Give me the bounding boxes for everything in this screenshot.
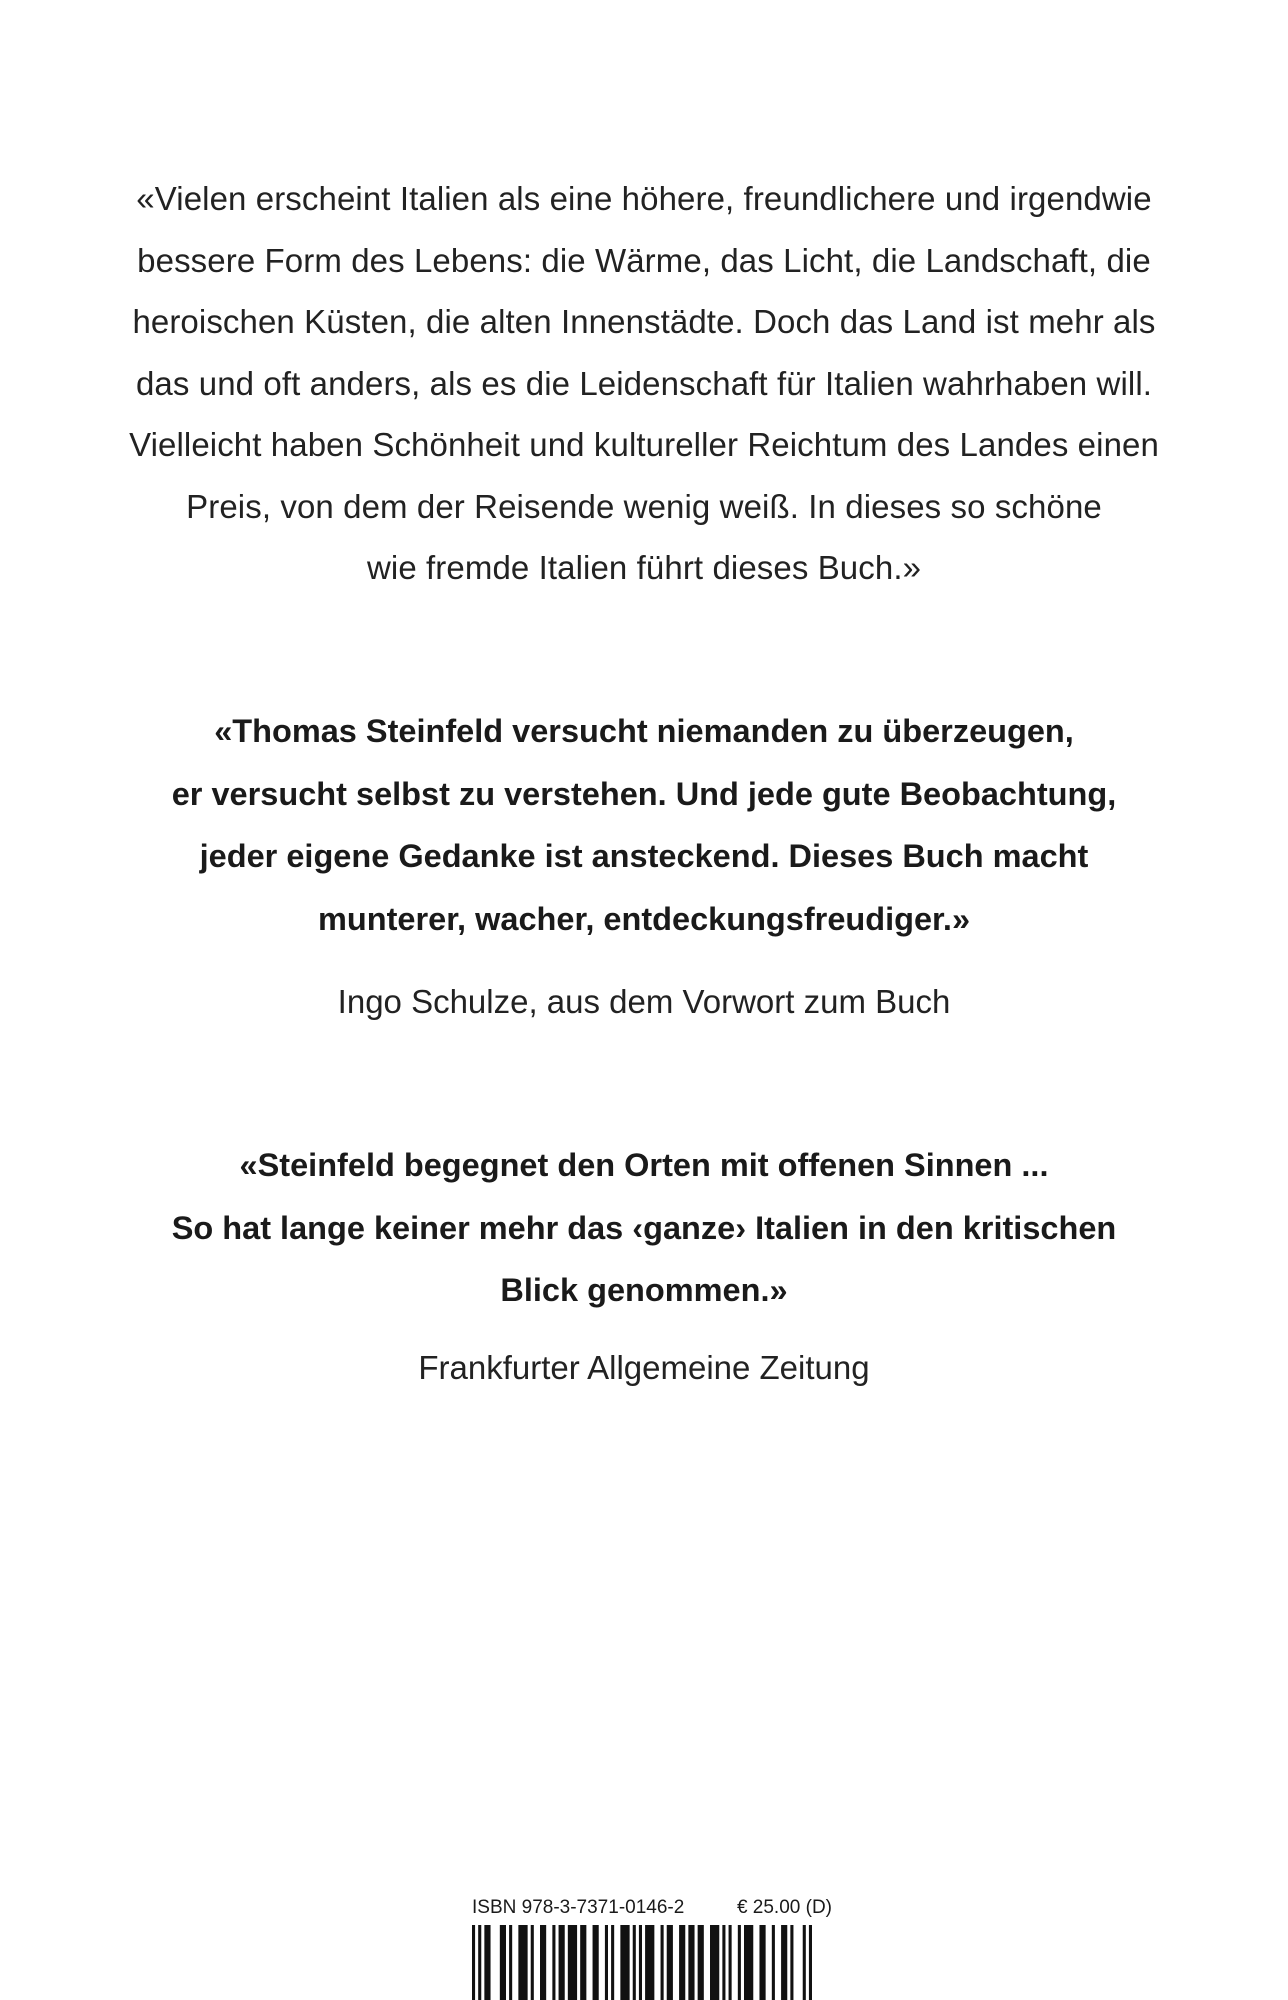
quote-attribution-schulze: Ingo Schulze, aus dem Vorwort zum Buch (337, 983, 951, 1020)
barcode-bar (605, 1925, 608, 2000)
blurb-line: heroischen Küsten, die alten Innenstädte. Doch das Land ist mehr als (132, 303, 1156, 340)
barcode-bar (679, 1925, 685, 2000)
blurb-line: das und oft anders, als es die Leidenschaft für Italien wahrhaben will. (135, 364, 1153, 402)
price-label: € 25.00 (D) (736, 1897, 832, 1918)
review-quote-faz (60, 1134, 1228, 1322)
barcode-bar (540, 1925, 546, 2000)
barcode-bar (611, 1925, 614, 2000)
barcode-bar (781, 1925, 787, 2000)
isbn-price-line (472, 1896, 832, 1920)
barcode (472, 1925, 812, 2000)
review-quote-schulze (60, 700, 1228, 950)
quote-line: «Thomas Steinfeld versucht niemanden zu überzeugen, (214, 713, 1074, 749)
barcode-bar (688, 1925, 694, 2000)
barcode-bar (790, 1925, 793, 2000)
barcode-bar (568, 1925, 577, 2000)
barcode-bar (744, 1925, 753, 2000)
blurb-line: bessere Form des Lebens: die Wärme, das Licht, die Landschaft, die (137, 241, 1151, 279)
publisher-blurb (60, 168, 1228, 599)
barcode-bar (500, 1925, 506, 2000)
quote-line: munterer, wacher, entdeckungsfreudiger.» (317, 900, 971, 937)
blurb-line: Preis, von dem der Reisende wenig weiß. In dieses so schöne (186, 487, 1102, 525)
quote-line: er versucht selbst zu verstehen. Und jede gute Beobachtung, (171, 775, 1117, 812)
blurb-line: «Vielen erscheint Italien als eine höhere, freundlichere und irgendwie (136, 180, 1152, 217)
barcode-bar (633, 1925, 636, 2000)
barcode-bar (759, 1925, 765, 2000)
blurb-line: Vielleicht haben Schönheit und kultureller Reichtum des Landes einen (129, 426, 1159, 463)
barcode-bar (722, 1925, 725, 2000)
quote-line: «Steinfeld begegnet den Orten mit offenen Sinnen ... (239, 1147, 1049, 1183)
isbn-number: ISBN 978-3-7371-0146-2 (472, 1897, 685, 1918)
barcode-bar (639, 1925, 642, 2000)
barcode-bar (710, 1925, 719, 2000)
barcode-bar (645, 1925, 654, 2000)
blurb-line: wie fremde Italien führt dieses Buch.» (366, 549, 922, 586)
quote-line: jeder eigene Gedanke ist ansteckend. Dieses Buch macht (199, 838, 1089, 874)
barcode-bar (552, 1925, 555, 2000)
barcode-bar (559, 1925, 565, 2000)
barcode-bar (738, 1925, 741, 2000)
barcode-bar (667, 1925, 673, 2000)
barcode-bar (661, 1925, 664, 2000)
barcode-bar (772, 1925, 775, 2000)
barcode-bar (518, 1925, 527, 2000)
barcode-bar (509, 1925, 512, 2000)
barcode-bar (698, 1925, 704, 2000)
quote-line: So hat lange keiner mehr das ‹ganze› Italien in den kritischen (171, 1209, 1117, 1246)
barcode-bar (593, 1925, 599, 2000)
barcode-bar (729, 1925, 732, 2000)
barcode-bar (803, 1925, 806, 2000)
quote-line: Blick genommen.» (500, 1272, 788, 1308)
barcode-bar (478, 1925, 481, 2000)
barcode-bar (809, 1925, 812, 2000)
barcode-bar (472, 1925, 475, 2000)
quote-attribution-faz: Frankfurter Allgemeine Zeitung (418, 1349, 870, 1386)
barcode-bar (580, 1925, 586, 2000)
barcode-bar (620, 1925, 629, 2000)
barcode-bar (484, 1925, 490, 2000)
barcode-bar (531, 1925, 534, 2000)
